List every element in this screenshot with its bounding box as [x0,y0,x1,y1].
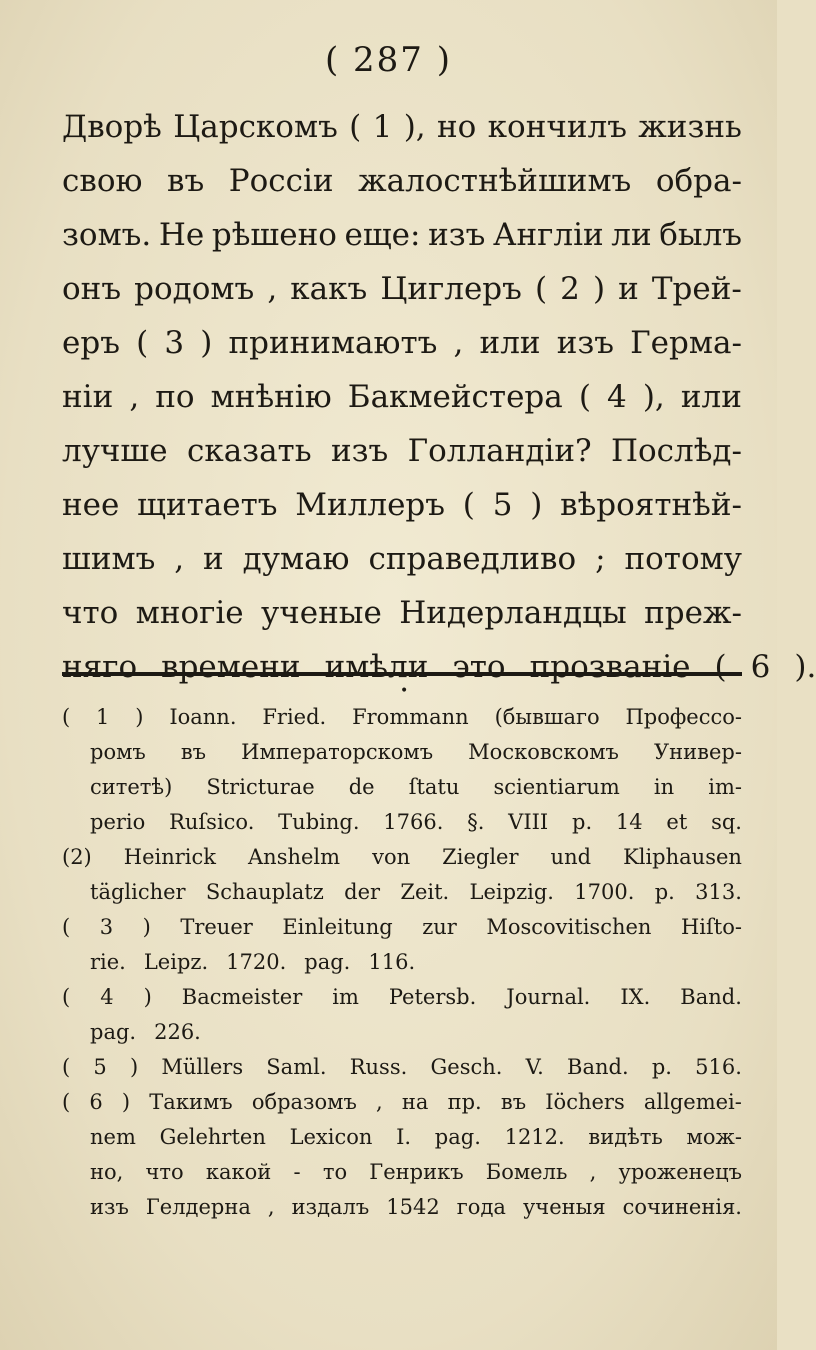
footnotes [62,700,742,1225]
footnote-line: ( 3 ) Treuer Einleitung zur Moscovitischen Hiſto- [62,915,742,939]
text-line: лучше сказать изъ Голландіи? Послѣд- [62,433,742,469]
text-line: Дворѣ Царскомъ ( 1 ), но кончилъ жизнь [62,109,742,145]
text-line: свою въ Россіи жалостнѣйшимъ обра- [62,163,742,199]
text-line: онъ родомъ , какъ Циглеръ ( 2 ) и Трей- [62,271,742,307]
footnote-line: ( 1 ) Ioann. Fried. Frommann (бывшаго Профессо- [62,705,742,729]
text-line: что многіе ученые Нидерландцы преж- [62,595,742,631]
footnote-line: ( 5 ) Müllers Saml. Russ. Gesch. V. Band. p. 516. [62,1055,742,1079]
text-line: зомъ. Не рѣшено еще: изъ Англіи ли былъ [62,217,742,253]
footnote-line: ( 6 ) Такимъ образомъ , на пр. въ Iöchers allgemei- [62,1090,742,1114]
footnote-line: rie. Leipz. 1720. pag. 116. [90,950,416,974]
divider-dot: • [400,683,409,699]
text-line: еръ ( 3 ) принимаютъ , или изъ Герма- [62,325,742,361]
page-number: ( 287 ) [324,40,453,80]
footnote-line: ромъ въ Императорскомъ Московскомъ Универ- [90,740,742,764]
footnote-line: pag. 226. [90,1020,201,1044]
text-line: шимъ , и думаю справедливо ; потому [62,541,742,577]
footnote-line: täglicher Schauplatz der Zeit. Leipzig. 1700. p. 313. [90,880,742,904]
footnote-divider [62,672,742,676]
main-text [62,100,816,694]
footnote-line: ( 4 ) Bacmeister im Petersb. Journal. IX. Band. [62,985,742,1009]
text-line: ніи , по мнѣнію Бакмейстера ( 4 ), или [62,379,742,415]
footnote-line: но, что какой - то Генрикъ Бомель , уроженецъ [90,1160,742,1184]
footnote-line: изъ Гелдерна , издалъ 1542 года ученыя сочиненія. [90,1195,742,1219]
text-line: нее щитаетъ Миллеръ ( 5 ) вѣроятнѣй- [62,487,742,523]
text-line: няго времени имѣли это прозваніе ( 6 ). [62,649,816,685]
footnote-line: ситетѣ) Stricturae de ſtatu scientiarum in im- [90,775,742,799]
footnote-line: (2) Heinrick Anshelm von Ziegler und Kliphausen [62,845,742,869]
footnote-line: perio Ruſsico. Tubing. 1766. §. VIII p. 14 et sq. [90,810,742,834]
footnote-line: nem Gelehrten Lexicon I. pag. 1212. видѣть мож- [90,1125,742,1149]
